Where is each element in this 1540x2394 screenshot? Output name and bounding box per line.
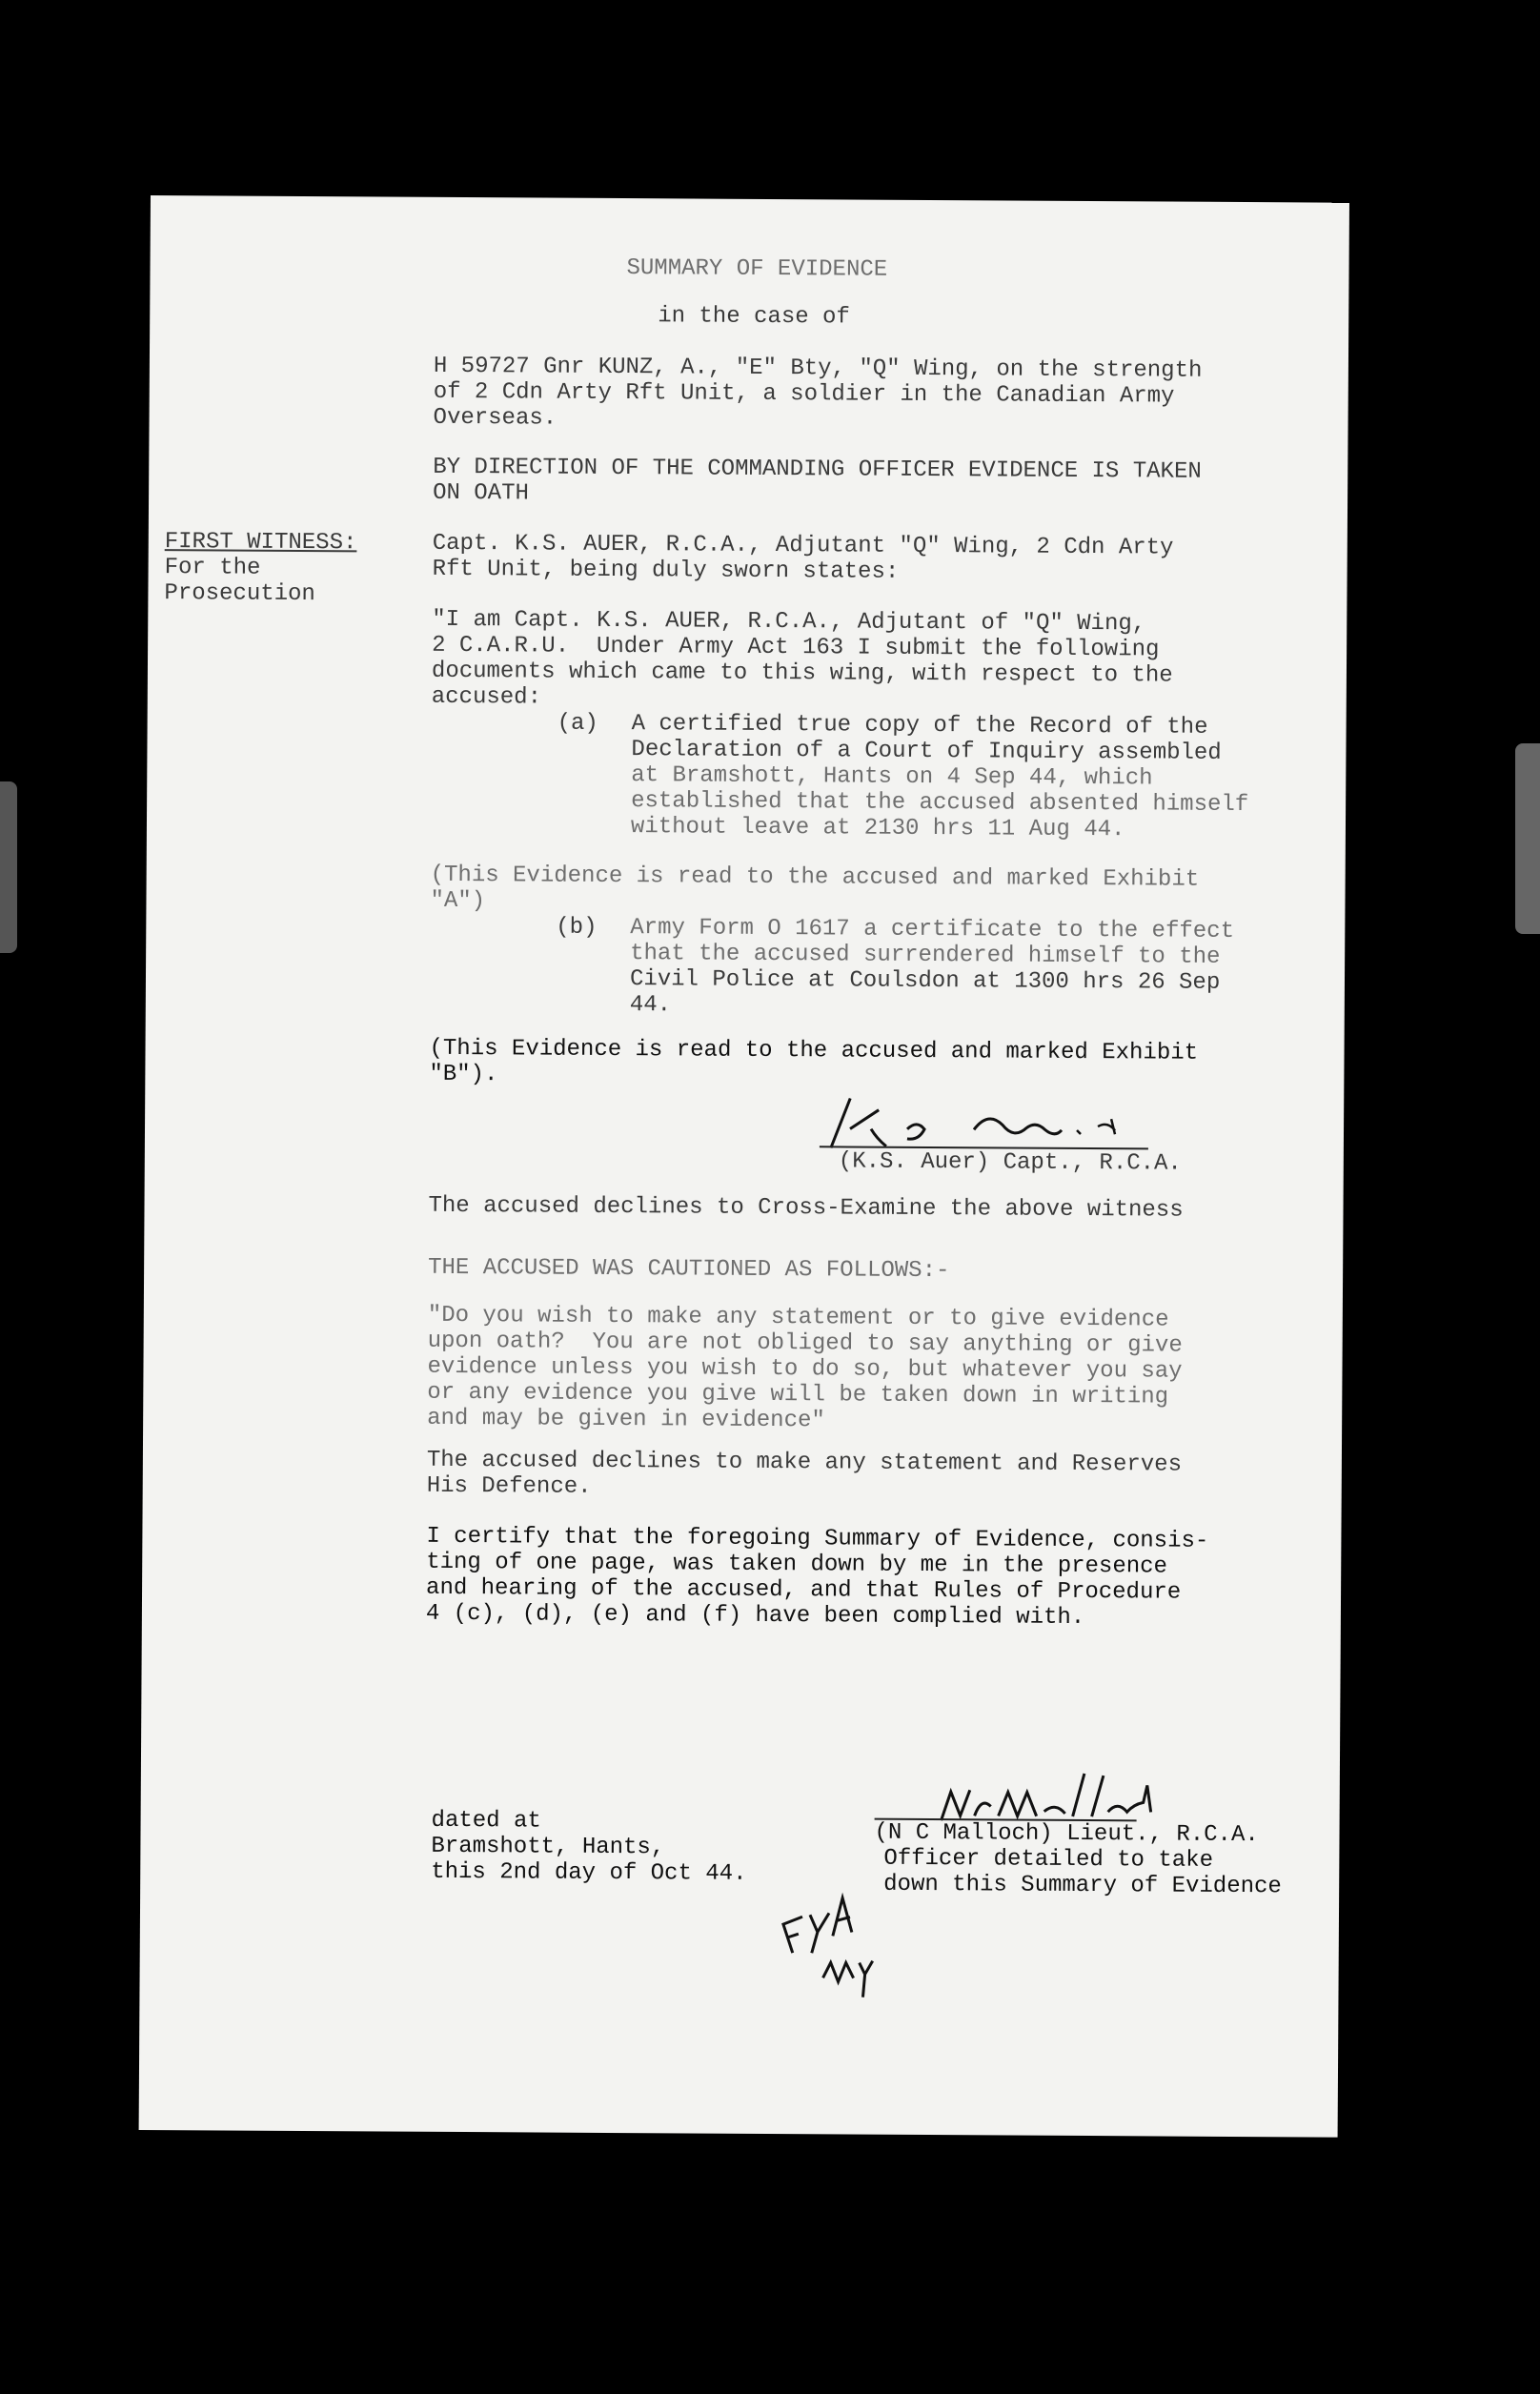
exhibit-b-note: (This Evidence is read to the accused and marked Exhibit — [429, 1035, 1199, 1066]
caution-line: evidence unless you wish to do so, but whatever you say — [427, 1353, 1183, 1385]
dated-line: Bramshott, Hants, — [431, 1833, 665, 1861]
caution-line: and may be given in evidence" — [427, 1405, 825, 1434]
item-b-line: Civil Police at Coulsdon at 1300 hrs 26 Sep — [629, 966, 1221, 996]
caution-heading: THE ACCUSED WAS CAUTIONED AS FOLLOWS:- — [428, 1254, 950, 1285]
witness-heading: FIRST WITNESS: — [164, 529, 357, 557]
caution-line: "Do you wish to make any statement or to give evidence — [427, 1302, 1169, 1333]
scanner-edge-right — [1515, 743, 1540, 934]
caution-line: or any evidence you give will be taken down in writing — [427, 1379, 1169, 1410]
item-a-line: at Bramshott, Hants on 4 Sep 44, which — [631, 762, 1153, 792]
exhibit-b-note: "B"). — [429, 1061, 498, 1088]
statement-line: accused: — [431, 683, 542, 711]
direction-line: ON OATH — [433, 479, 530, 507]
dated-line: this 2nd day of Oct 44. — [431, 1858, 747, 1887]
statement-line: documents which came to this wing, with respect to the — [431, 658, 1173, 689]
declines-statement: The accused declines to make any statement and Reserves — [426, 1447, 1183, 1478]
item-b-label: (b) — [556, 914, 598, 941]
document-title: SUMMARY OF EVIDENCE — [626, 255, 888, 283]
declines-statement: His Defence. — [426, 1472, 592, 1500]
signature2-caption: (N C Malloch) Lieut., R.C.A. — [874, 1819, 1259, 1849]
signature1-caption: (K.S. Auer) Capt., R.C.A. — [838, 1148, 1182, 1177]
witness-intro-line: Capt. K.S. AUER, R.C.A., Adjutant "Q" Wing, 2 Cdn Arty — [432, 530, 1174, 561]
item-a-line: without leave at 2130 hrs 11 Aug 44. — [630, 814, 1125, 843]
item-a-label: (a) — [557, 710, 598, 737]
witness-intro-line: Rft Unit, being duly sworn states: — [432, 556, 900, 585]
item-b-line: that the accused surrendered himself to the — [630, 941, 1221, 970]
item-a-line: A certified true copy of the Record of the — [631, 711, 1208, 741]
declines-cross-examine: The accused declines to Cross-Examine the above witness — [428, 1192, 1184, 1224]
direction-line: BY DIRECTION OF THE COMMANDING OFFICER EVIDENCE IS TAKEN — [433, 454, 1202, 485]
item-b-line: 44. — [629, 992, 672, 1019]
item-b-line: Army Form O 1617 a certificate to the effect — [630, 915, 1235, 944]
statement-line: "I am Capt. K.S. AUER, R.C.A., Adjutant of "Q" Wing, — [432, 606, 1146, 638]
officer-line: down this Summary of Evidence — [883, 1871, 1282, 1900]
exhibit-a-note: (This Evidence is read to the accused and marked Exhibit — [430, 862, 1200, 893]
case-line: Overseas. — [433, 404, 557, 432]
officer-line: Officer detailed to take — [883, 1845, 1214, 1874]
certify-line: 4 (c), (d), (e) and (f) have been complied with. — [425, 1600, 1085, 1632]
item-a-line: established that the accused absented himself — [631, 788, 1249, 819]
item-a-line: Declaration of a Court of Inquiry assembled — [631, 737, 1222, 766]
case-line: H 59727 Gnr KUNZ, A., "E" Bty, "Q" Wing, on the strength — [433, 353, 1203, 384]
document-page — [139, 195, 1349, 2138]
certify-line: and hearing of the accused, and that Rules of Procedure — [425, 1574, 1182, 1606]
case-line: of 2 Cdn Arty Rft Unit, a soldier in the Canadian Army — [433, 378, 1175, 410]
document-subtitle: in the case of — [658, 303, 850, 331]
exhibit-a-note: "A") — [430, 887, 486, 915]
witness-sub: Prosecution — [164, 580, 315, 608]
caution-line: upon oath? You are not obliged to say anything or give — [427, 1328, 1183, 1359]
witness-sub: For the — [164, 555, 261, 581]
handwritten-initials-icon — [773, 1886, 898, 2011]
statement-line: 2 C.A.R.U. Under Army Act 163 I submit the following — [432, 632, 1160, 663]
certify-line: ting of one page, was taken down by me in the presence — [426, 1549, 1168, 1580]
scanner-edge-left — [0, 781, 17, 953]
certify-line: I certify that the foregoing Summary of Evidence, consis- — [426, 1523, 1209, 1554]
dated-line: dated at — [431, 1807, 541, 1835]
